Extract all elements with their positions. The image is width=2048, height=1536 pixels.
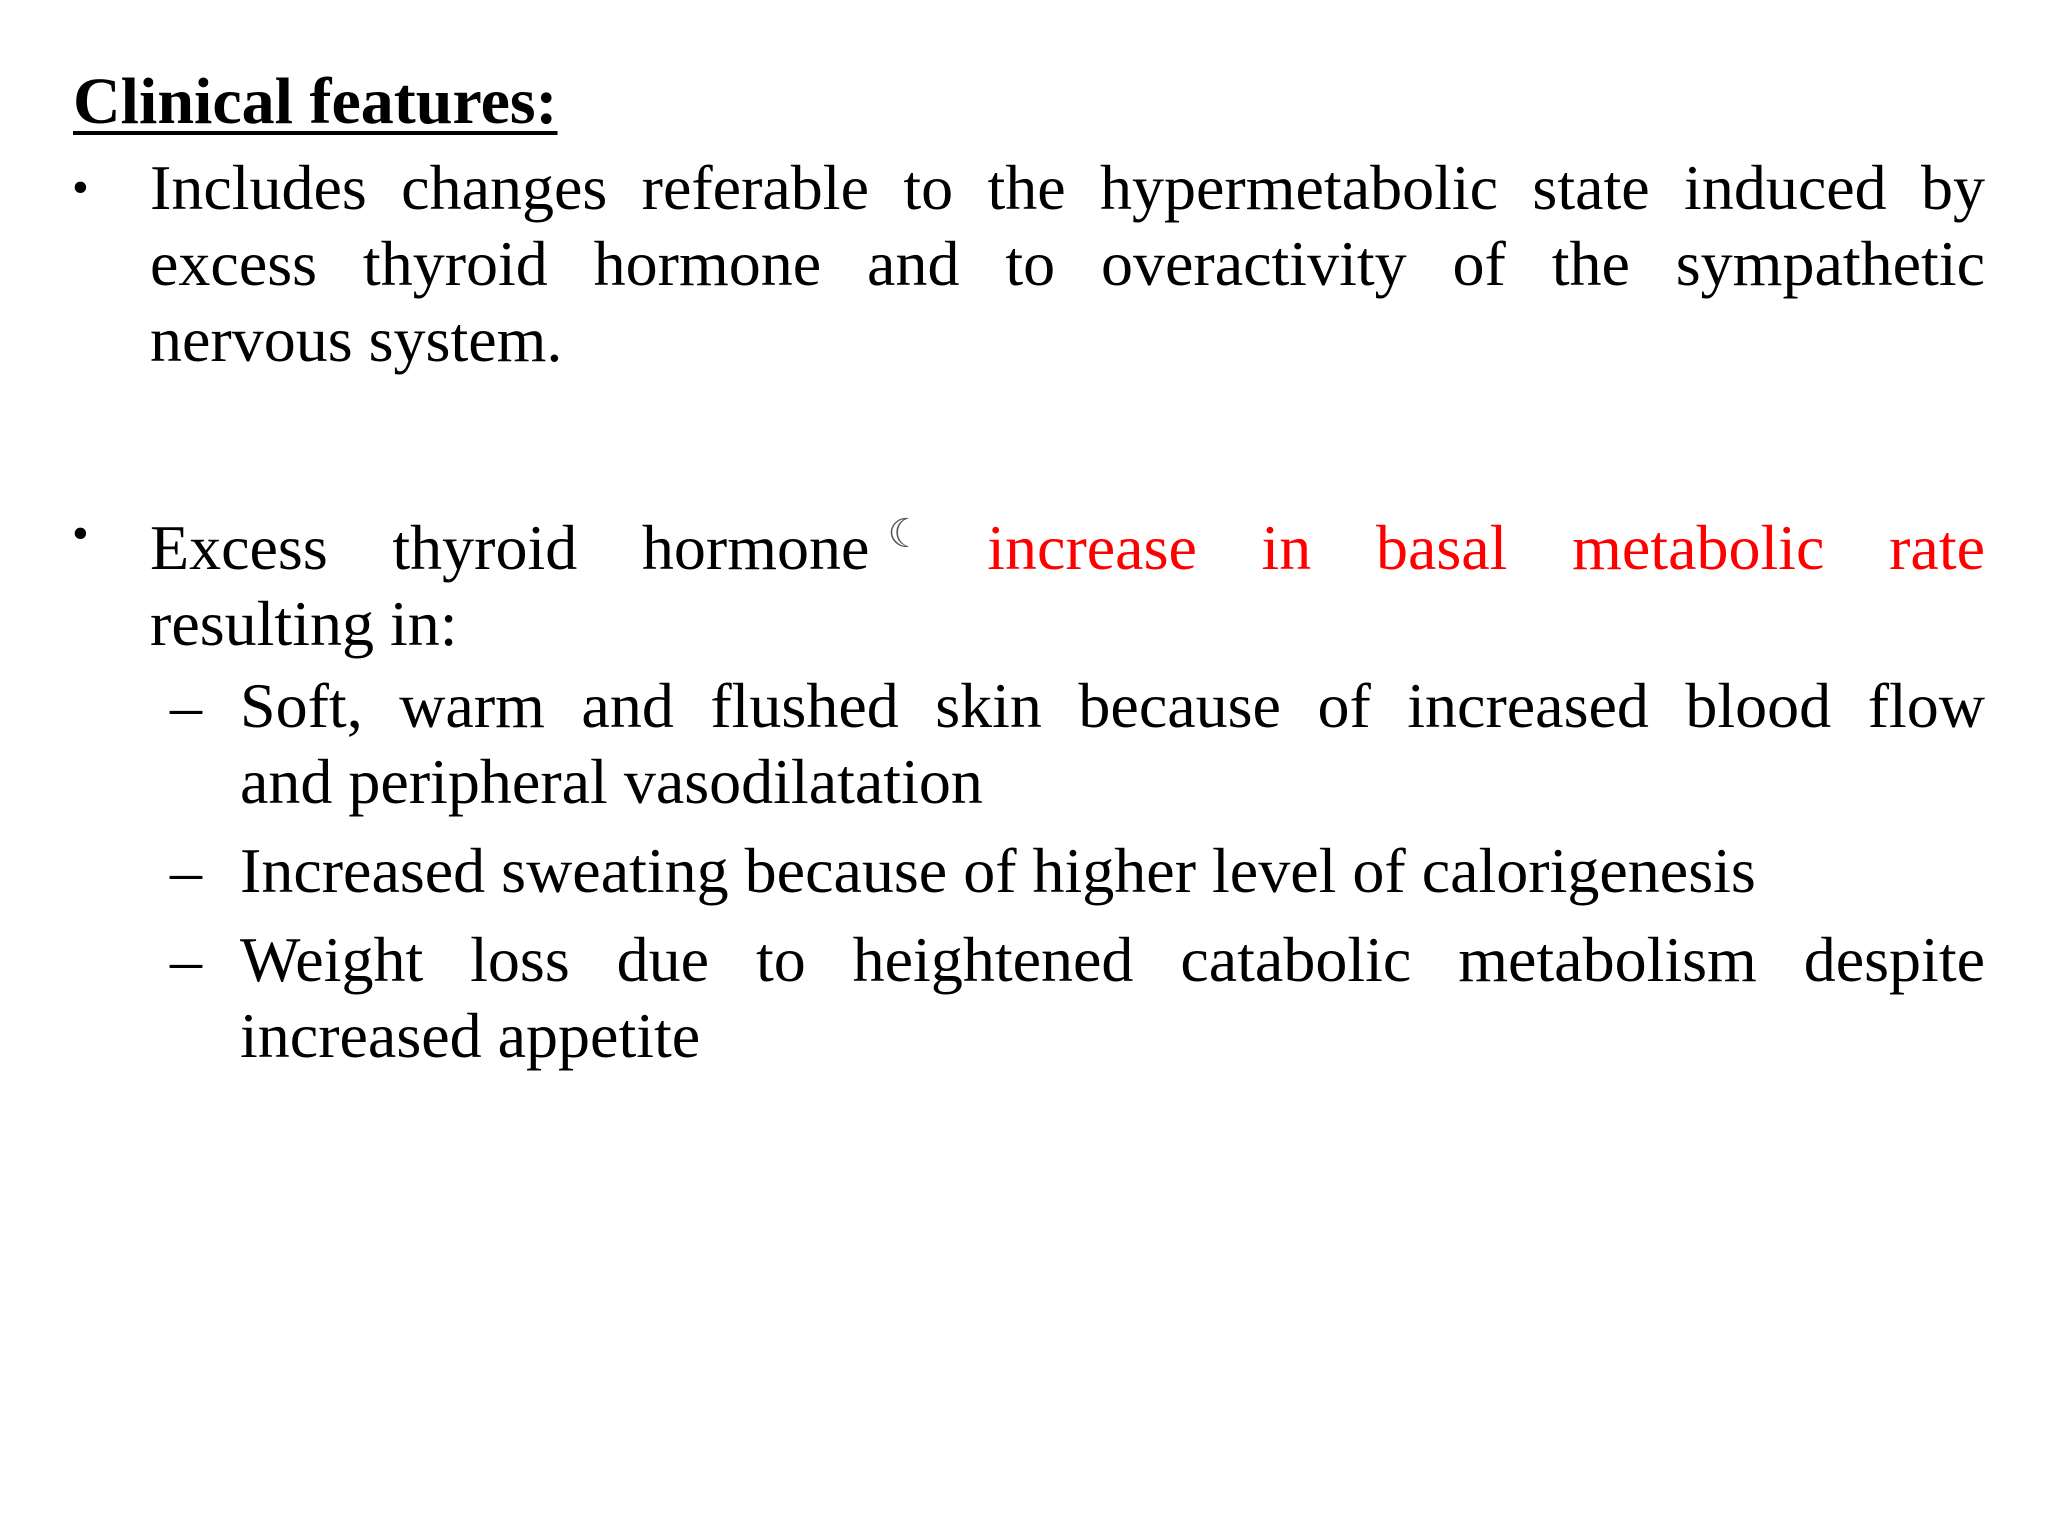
sub-line: Soft, warm and flushed skin because of increased blood flow xyxy=(240,670,1985,741)
bullet-marker: • xyxy=(72,161,89,214)
bullet-text-1 xyxy=(150,150,1985,378)
bullet-line: excess thyroid hormone and to overactivity of the sympathetic xyxy=(150,228,1985,299)
sub-line: Weight loss due to heightened catabolic metabolism despite xyxy=(240,924,1985,995)
sub-text-3 xyxy=(240,922,1985,1074)
sub-line: and peripheral vasodilatation xyxy=(240,746,983,817)
bullet-line: Includes changes referable to the hypermetabolic state induced by xyxy=(150,152,1985,223)
bullet-marker: • xyxy=(72,507,89,560)
bullet-line-with-highlight xyxy=(150,496,1985,586)
sub-line: increased appetite xyxy=(240,1000,701,1071)
dash-marker: – xyxy=(170,670,202,741)
bullet-line: resulting in: xyxy=(150,588,458,659)
arrow-icon: ☾ xyxy=(887,511,924,557)
slide-title: Clinical features: xyxy=(73,65,558,138)
sub-text-2 xyxy=(240,833,1985,909)
dash-marker: – xyxy=(170,924,202,995)
sub-line: Increased sweating because of higher level of calorigenesis xyxy=(240,835,1756,906)
bullet-text-2 xyxy=(150,496,1985,662)
bullet-line: nervous system. xyxy=(150,304,563,375)
dash-marker: – xyxy=(170,835,202,906)
bullet-lead-text: Excess thyroid hormone xyxy=(150,512,870,583)
sub-text-1 xyxy=(240,668,1985,820)
highlight-text: increase in basal metabolic rate xyxy=(987,512,1985,583)
